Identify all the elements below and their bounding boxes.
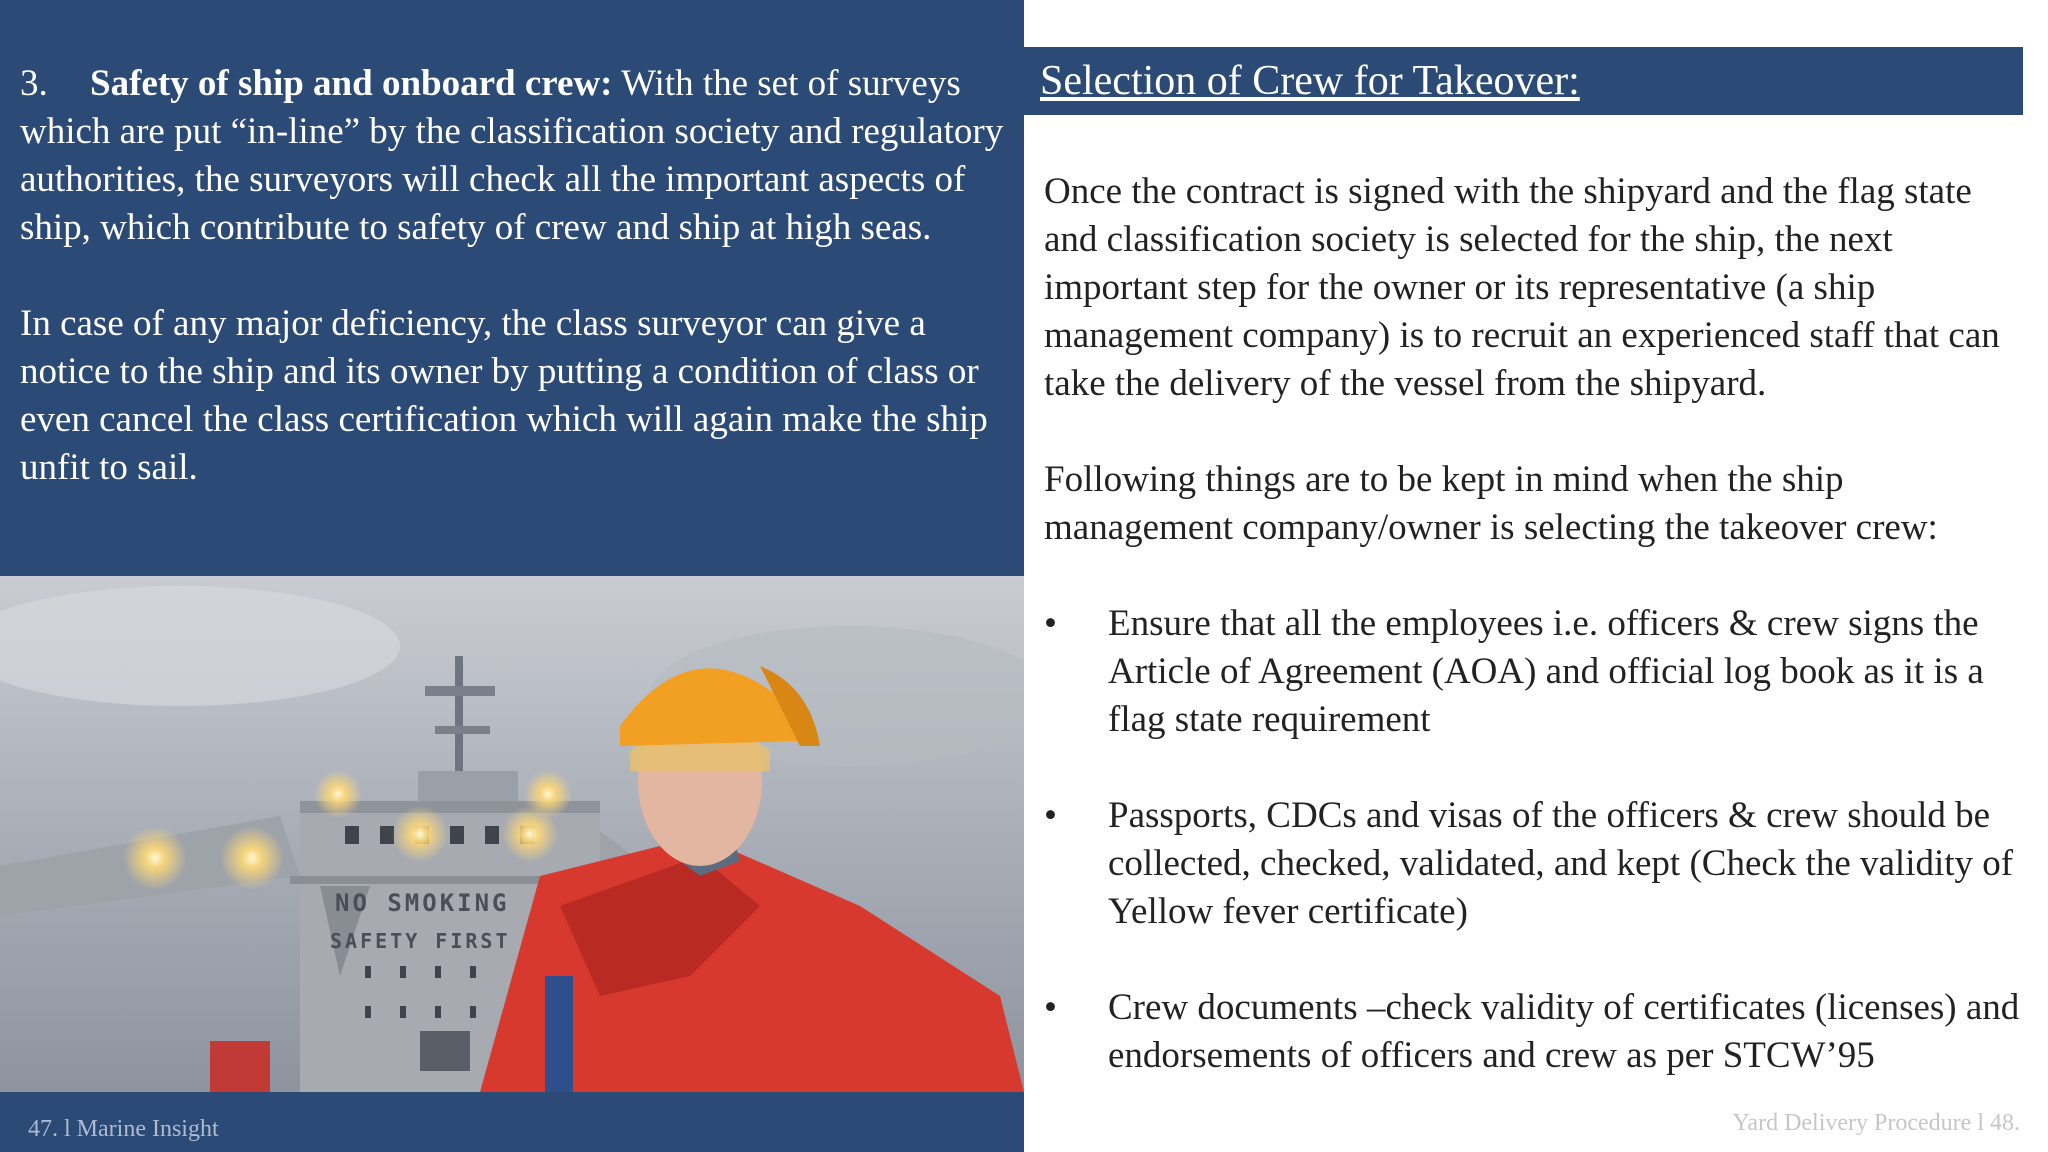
section-title-bar [1024, 47, 2023, 115]
bullet-item [1044, 600, 2034, 744]
safety-item [20, 60, 1010, 252]
lead-in-paragraph: Following things are to be kept in mind when the ship management company/owner is selecting the takeover crew: [1044, 459, 1938, 548]
item-number: 3. [20, 63, 48, 104]
bullet-text: Passports, CDCs and visas of the officers & crew should be collected, checked, validated, and kept (Check the validity of Yellow fever certificate) [1108, 795, 2014, 932]
bullet-marker: • [1044, 987, 1057, 1028]
bullet-item [1044, 792, 2034, 936]
deficiency-paragraph: In case of any major deficiency, the class surveyor can give a notice to the ship and its owner by putting a condition of class or even cancel the class certification which will again make the ship unfit to sail. [20, 303, 988, 488]
bullet-text: Crew documents –check validity of certificates (licenses) and endorsements of officers and crew as per STCW’95 [1108, 987, 2020, 1076]
safety-first-sign: SAFETY FIRST [330, 929, 511, 953]
bullet-item [1044, 984, 2034, 1080]
left-footer: 47. l Marine Insight [28, 1116, 219, 1142]
bullet-marker: • [1044, 603, 1057, 644]
right-footer: Yard Delivery Procedure l 48. [1732, 1110, 2020, 1136]
bullet-marker: • [1044, 795, 1057, 836]
left-page-text [20, 60, 1010, 540]
no-smoking-sign: NO SMOKING [335, 889, 510, 917]
item-heading: Safety of ship and onboard crew: [90, 63, 613, 104]
intro-paragraph: Once the contract is signed with the shipyard and the flag state and classification society is selected for the ship, the next important step for the owner or its representative (a ship management company) is to recruit an experienced staff that can take the delivery of the vessel from the shipyard. [1044, 171, 2000, 404]
right-page-text [1044, 168, 2034, 1128]
ship-crew-photo [0, 576, 1024, 1092]
item-body: With the set of surveys which are put “in-line” by the classification society and regulatory authorities, the surveyors will check all the important aspects of ship, which contribute to safety of crew and ship at high seas. [20, 63, 1004, 248]
section-title: Selection of Crew for Takeover: [1040, 58, 1580, 104]
bullet-text: Ensure that all the employees i.e. officers & crew signs the Article of Agreement (AOA) and official log book as it is a flag state requirement [1108, 603, 1984, 740]
